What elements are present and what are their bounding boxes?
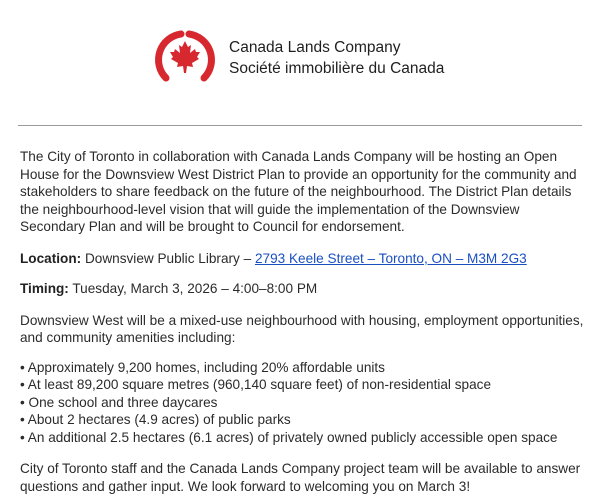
location-venue: Downsview Public Library – — [84, 250, 255, 266]
email-body — [20, 148, 585, 495]
timing-label: Timing: — [20, 281, 69, 296]
location-label: Location: — [20, 250, 82, 266]
list-item: • Approximately 9,200 homes, including 20% affordable units — [20, 359, 385, 375]
list-item: • One school and three daycares — [20, 394, 218, 410]
list-item: • An additional 2.5 hectares (6.1 acres) of privately owned publicly accessible open space — [20, 429, 558, 445]
amenities-lead: Downsview West will be a mixed-use neighbourhood with housing, employment opportunities, and community amenities including: — [20, 312, 584, 345]
divider — [18, 125, 582, 126]
closing-paragraph: City of Toronto staff and the Canada Lands Company project team will be available to answer questions and gather input. We look forward to welcoming you on March 3! — [20, 461, 581, 494]
list-item: • About 2 hectares (4.9 acres) of public parks — [20, 412, 291, 427]
address-link[interactable]: 2793 Keele Street – Toronto, ON – M3M 2G3 — [254, 250, 527, 266]
brand-name — [229, 37, 444, 79]
list-item: • At least 89,200 square metres (960,140 square feet) of non-residential space — [20, 377, 492, 392]
location-line — [20, 250, 585, 268]
brand-name-fr: Société immobilière du Canada — [229, 60, 445, 77]
timing-line — [20, 280, 585, 298]
brand-name-en: Canada Lands Company — [229, 39, 401, 56]
email-header — [0, 0, 600, 126]
intro-paragraph: The City of Toronto in collaboration with Canada Lands Company will be hosting an Open House for the Downsview West District Plan to provide an opportunity for the community and stakeholders to share feedback on the future of the neighbourhood. The District Plan details the neighbourhood-level vision that will guide the implementation of the Downsview Secondary Plan and will be brought to Council for endorsement. — [20, 149, 577, 234]
amenities-list — [20, 359, 585, 447]
timing-value: Tuesday, March 3, 2026 – 4:00–8:00 PM — [72, 281, 318, 296]
maple-leaf-arcs-logo — [152, 28, 218, 88]
